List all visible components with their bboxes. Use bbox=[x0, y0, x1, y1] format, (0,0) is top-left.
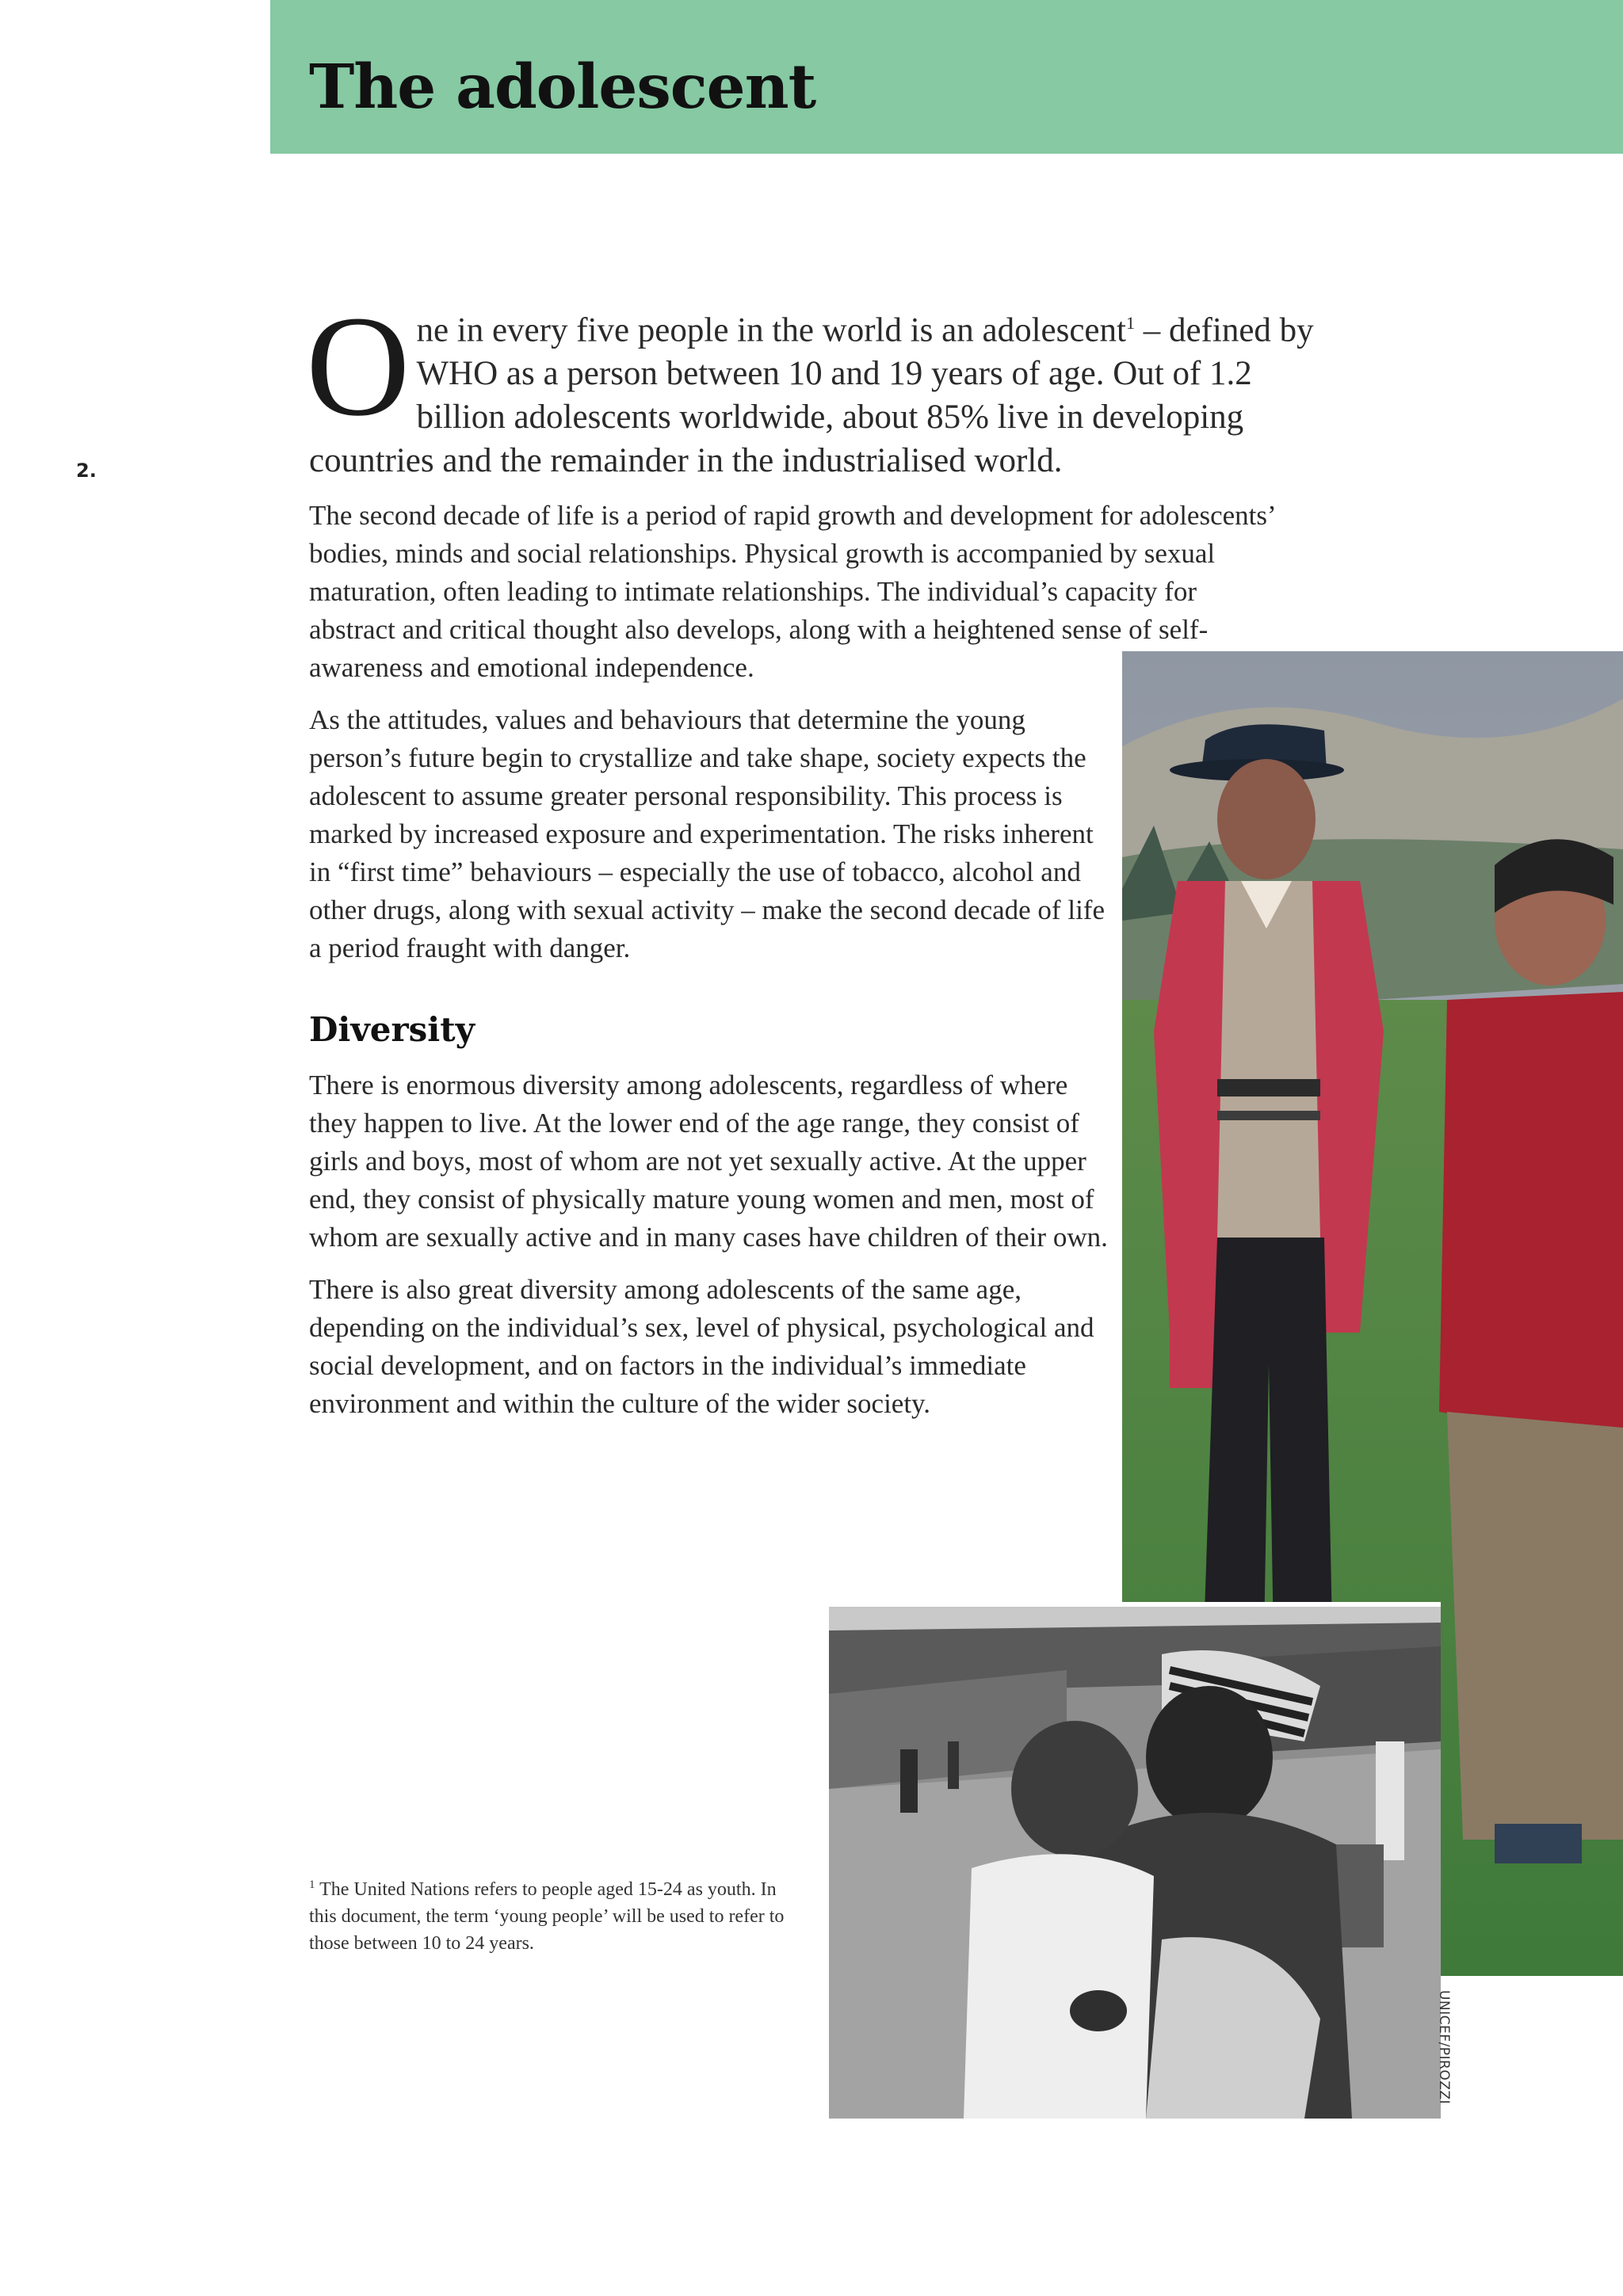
drop-cap: O bbox=[306, 287, 411, 446]
body-paragraph: The second decade of life is a period of rapid growth and development for adolescents’ bodies, minds and social relationships. Physical growth is accompanied by sexual maturation, often leading to intimate relationships. The individual’s capacity for abstract and critical thought also develops, along with a heightened sense of self-awareness and emotional independence. bbox=[309, 500, 1275, 684]
footnote bbox=[309, 1871, 800, 1957]
footnote-marker: 1 bbox=[309, 1878, 315, 1891]
page-title: The adolescent bbox=[309, 51, 816, 123]
photo-credit: UNICEF/PIROZZI bbox=[1436, 1990, 1452, 2105]
lead-text-end: – defined by WHO as a person between 10 and 19 years of age. Out of 1.2 billion adolescents worldwide, about 85% live in developing countries and the remainder in the industrialised world. bbox=[309, 311, 1314, 480]
page-number: 2. bbox=[76, 460, 97, 482]
photo-girl-with-baby bbox=[824, 1602, 1441, 2119]
lead-text-start: ne in every five people in the world is an adolescent bbox=[416, 311, 1126, 349]
footnote-reference[interactable]: 1 bbox=[1125, 313, 1135, 333]
body-paragraph: There is enormous diversity among adolescents, regardless of where they happen to live. At the lower end of the age range, they consist of girls and boys, most of whom are not yet sexually active. At the upper end, they consist of physically mature young women and men, most of whom are sexually active and in many cases have children of their own. bbox=[309, 1070, 1108, 1253]
footnote-text: The United Nations refers to people aged 15-24 as youth. In this document, the term ‘young people’ will be used to refer to those between 10 to 24 years. bbox=[309, 1879, 785, 1954]
body-paragraph: As the attitudes, values and behaviours that determine the young person’s future begin to crystallize and take shape, society expects the adolescent to assume greater personal responsibility. This process is marked by increased exposure and experimentation. The risks inherent in “first time” behaviours – especially the use of tobacco, alcohol and other drugs, along with sexual activity – make the second decade of life a period fraught with danger. bbox=[309, 704, 1105, 964]
body-paragraph: There is also great diversity among adolescents of the same age, depending on the individual’s sex, level of physical, psychological and social development, and on factors in the individual’s immediate environment and within the culture of the wider society. bbox=[309, 1274, 1094, 1420]
section-heading-diversity: Diversity bbox=[309, 1010, 475, 1050]
lead-paragraph bbox=[306, 287, 1331, 482]
